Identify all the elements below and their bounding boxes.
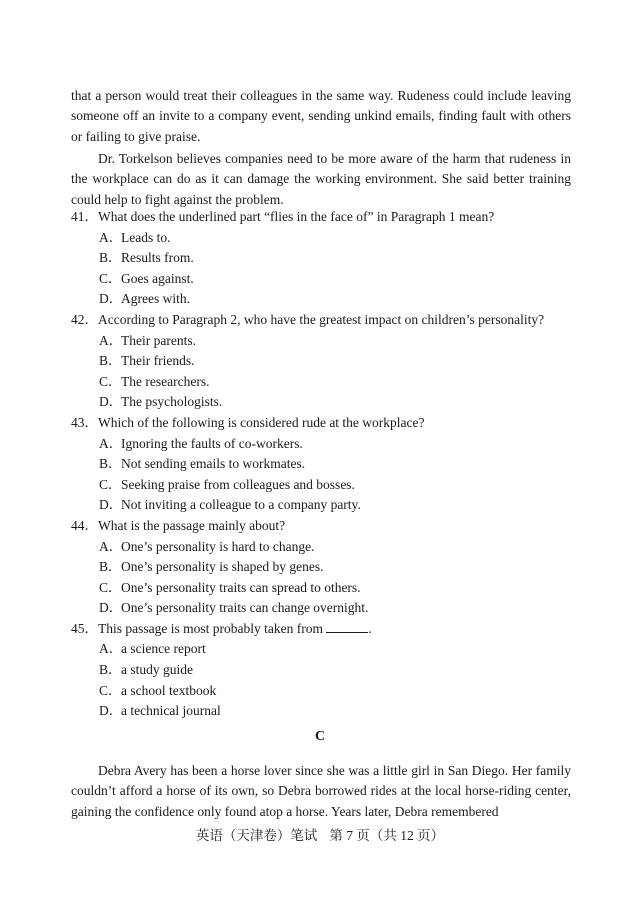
question-43 — [71, 413, 571, 434]
option-44-c — [71, 578, 571, 599]
question-42 — [71, 310, 571, 331]
question-text: According to Paragraph 2, who have the greatest impact on children’s personality? — [98, 311, 545, 327]
option-text: Goes against. — [121, 270, 194, 286]
option-41-b — [71, 248, 571, 269]
option-43-b — [71, 454, 571, 475]
option-text: Their friends. — [121, 353, 195, 369]
option-45-c — [71, 681, 571, 702]
option-43-a — [71, 434, 571, 455]
footer-page-number: 第 7 页（共 12 页） — [329, 828, 445, 843]
question-45 — [71, 619, 571, 640]
option-letter: C． — [99, 270, 122, 286]
option-44-b — [71, 557, 571, 578]
option-letter: D． — [99, 497, 123, 513]
option-text: Their parents. — [121, 332, 196, 348]
question-text: What is the passage mainly about? — [98, 517, 286, 533]
option-text: One’s personality is hard to change. — [121, 538, 315, 554]
option-text: One’s personality is shaped by genes. — [121, 559, 324, 575]
page-footer — [0, 826, 640, 846]
option-text: a technical journal — [121, 703, 221, 719]
option-letter: D． — [99, 600, 123, 616]
answer-blank — [326, 620, 368, 633]
option-text: a study guide — [121, 662, 193, 678]
option-41-a — [71, 228, 571, 249]
option-letter: A． — [99, 332, 123, 348]
option-letter: B． — [99, 662, 122, 678]
option-43-d — [71, 495, 571, 516]
option-41-d — [71, 289, 571, 310]
passage-paragraph-2: Dr. Torkelson believes companies need to be more aware of the harm that rudeness in the workplace can do as it can damage the working environment. She said better training could help to fight against the problem. — [71, 150, 571, 207]
passage-paragraph-1: that a person would treat their colleagues in the same way. Rudeness could include leaving someone off an invite to a company event, sending unkind emails, finding fault with others or failing to give praise. — [71, 87, 571, 144]
option-letter: D． — [99, 394, 123, 410]
option-text: One’s personality traits can change overnight. — [121, 600, 369, 616]
option-text: Not sending emails to workmates. — [121, 456, 306, 472]
question-number: 44． — [71, 517, 98, 533]
option-text: The researchers. — [121, 373, 210, 389]
option-43-c — [71, 475, 571, 496]
option-42-c — [71, 372, 571, 393]
option-letter: C． — [99, 476, 122, 492]
option-42-d — [71, 392, 571, 413]
question-text: This passage is most probably taken from — [98, 620, 323, 636]
question-text-end: . — [368, 620, 372, 636]
question-44 — [71, 516, 571, 537]
option-45-b — [71, 660, 571, 681]
question-number: 42． — [71, 311, 98, 327]
option-text: a science report — [121, 641, 206, 657]
question-number: 41． — [71, 209, 98, 224]
section-heading-c: C — [314, 729, 326, 744]
question-list — [71, 207, 571, 722]
question-number: 43． — [71, 414, 98, 430]
option-letter: B． — [99, 353, 122, 369]
option-text: Leads to. — [121, 229, 171, 245]
option-42-b — [71, 351, 571, 372]
option-letter: C． — [99, 373, 122, 389]
option-letter: D． — [99, 291, 123, 307]
option-41-c — [71, 269, 571, 290]
option-letter: B． — [99, 559, 122, 575]
option-text: The psychologists. — [121, 394, 223, 410]
option-text: Seeking praise from colleagues and bosses. — [121, 476, 355, 492]
option-letter: C． — [99, 579, 122, 595]
passage-c-paragraph-1: Debra Avery has been a horse lover since she was a little girl in San Diego. Her family couldn’t afford a horse of its own, so Debra borrowed rides at the local horse-riding center, gaining the confidence only found atop a horse. Years later, Debra remembered — [71, 762, 571, 819]
option-text: Not inviting a colleague to a company party. — [121, 497, 361, 513]
option-text: Agrees with. — [121, 291, 190, 307]
option-44-a — [71, 537, 571, 558]
option-letter: C． — [99, 682, 122, 698]
option-letter: A． — [99, 435, 123, 451]
option-44-d — [71, 598, 571, 619]
option-letter: A． — [99, 229, 123, 245]
option-45-a — [71, 639, 571, 660]
option-text: a school textbook — [121, 682, 217, 698]
option-letter: B． — [99, 250, 122, 266]
option-letter: D． — [99, 703, 123, 719]
footer-exam-title: 英语（天津卷）笔试 — [195, 828, 318, 843]
option-42-a — [71, 331, 571, 352]
question-41 — [71, 207, 571, 228]
option-45-d — [71, 701, 571, 722]
question-text: Which of the following is considered rude at the workplace? — [98, 414, 425, 430]
option-text: Ignoring the faults of co-workers. — [121, 435, 303, 451]
option-text: Results from. — [121, 250, 194, 266]
question-text: What does the underlined part “flies in the face of” in Paragraph 1 mean? — [98, 209, 495, 224]
option-letter: A． — [99, 641, 123, 657]
question-number: 45． — [71, 620, 98, 636]
option-letter: B． — [99, 456, 122, 472]
option-text: One’s personality traits can spread to others. — [121, 579, 361, 595]
option-letter: A． — [99, 538, 123, 554]
